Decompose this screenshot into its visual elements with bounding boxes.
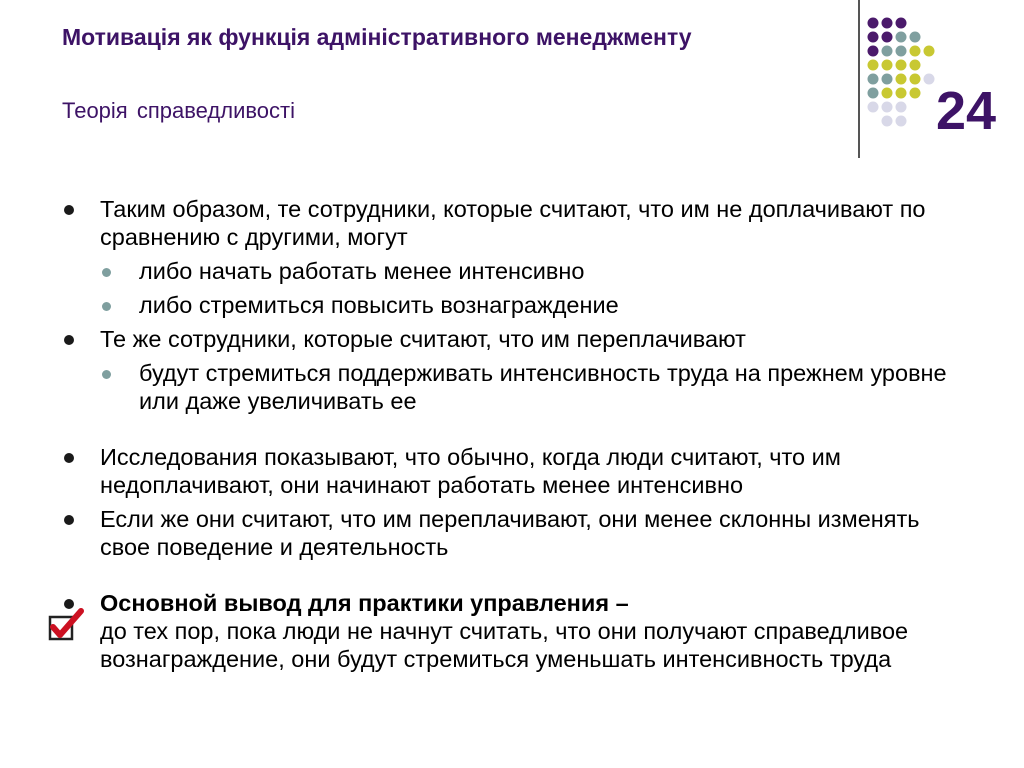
list-item bbox=[62, 195, 962, 251]
list-item-text: Таким образом, те сотрудники, которые считают, что им не доплачивают по сравнению с другими, могут bbox=[100, 196, 926, 250]
checkbox-check-icon bbox=[48, 607, 84, 643]
slide-title: Мотивація як функція адміністративного менеджменту bbox=[62, 24, 692, 50]
bullet-dot-icon bbox=[64, 515, 74, 525]
list-item bbox=[62, 505, 962, 561]
list-item-text: Исследования показывают, что обычно, когда люди считают, что им недоплачивают, они начинают работать менее интенсивно bbox=[100, 444, 841, 498]
list-item-conclusion bbox=[62, 589, 962, 673]
list-item-text: Те же сотрудники, которые считают, что им переплачивают bbox=[100, 326, 746, 352]
dot-grid-decoration bbox=[866, 16, 946, 136]
list-item bbox=[62, 359, 962, 415]
conclusion-heading: Основной вывод для практики управления – bbox=[100, 590, 629, 616]
bullet-dot-icon bbox=[102, 302, 111, 311]
bullet-dot-icon bbox=[64, 453, 74, 463]
slide-subtitle: Теорія справедливості bbox=[62, 98, 296, 123]
list-item-text: Если же они считают, что им переплачивают, они менее склонны изменять свое поведение и деятельность bbox=[100, 506, 920, 560]
list-item bbox=[62, 325, 962, 353]
list-item bbox=[62, 291, 962, 319]
slide-number: 24 bbox=[936, 81, 997, 141]
list-item bbox=[62, 443, 962, 499]
list-item-text: либо начать работать менее интенсивно bbox=[139, 258, 585, 284]
conclusion-text: до тех пор, пока люди не начнут считать, что они получают справедливое вознаграждение, они будут стремиться уменьшать интенсивность труда bbox=[100, 618, 909, 672]
bullet-dot-icon bbox=[64, 205, 74, 215]
bullet-dot-icon bbox=[102, 268, 111, 277]
list-item-text: будут стремиться поддерживать интенсивность труда на прежнем уровне или даже увеличивать ее bbox=[139, 360, 947, 414]
bullet-dot-icon bbox=[64, 335, 74, 345]
list-item bbox=[62, 257, 962, 285]
bullet-dot-icon bbox=[102, 370, 111, 379]
list-item-text: либо стремиться повысить вознаграждение bbox=[139, 292, 619, 318]
divider-line bbox=[858, 0, 860, 158]
slide-body bbox=[62, 195, 962, 673]
